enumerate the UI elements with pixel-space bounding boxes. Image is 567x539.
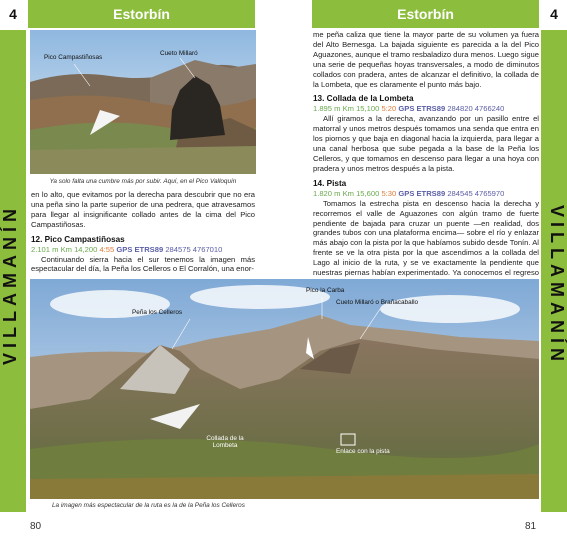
right-page-number: 81 xyxy=(525,521,537,532)
section-13-time: 5:20 xyxy=(381,104,397,114)
left-intro-paragraph: en lo alto, que evitamos por la derecha para descubrir que no era una peña sino la parte superior de una pedrera, que atravesamos para llegar al insignificante collado antes de la cima del Pico Campastiñosas. xyxy=(31,190,255,229)
top-photo-label-cueto-millaro: Cueto Millaró xyxy=(160,50,198,57)
section-14-km: Km 15,600 xyxy=(342,188,380,198)
section-12-km: Km 14,200 xyxy=(60,244,98,254)
panorama-label-cueto-millaro: Cueto Millaró o Brañacaballo xyxy=(336,299,419,306)
right-header-title: Estorbín xyxy=(397,6,454,22)
section-13-meta xyxy=(313,104,539,114)
section-12-time: 4:55 xyxy=(99,244,115,254)
right-chapter-number: 4 xyxy=(550,6,558,22)
section-14-paragraph: Tomamos la estrecha pista en descenso hacia la derecha y recorremos el valle de Aguazones con algún tramo de fuerte pendiente de bajada para cruzar un puente —en realidad, dos grandes tubos con una plataforma encima— sobre el río y enlazar más abajo con la pista por la que habíamos subido desde Tonín. Al frente se ve la otra pista por la que ascendimos a la collada del Lago al inicio de la ruta, y se ve exactamente la pendiente que nuestras piernas habían experimentado. Ya conocemos el regreso xyxy=(313,198,539,278)
top-photo-caption: Ya solo falta una cumbre más por subir. Aquí, en el Pico Valloquín xyxy=(49,178,237,185)
panorama-image xyxy=(30,279,539,499)
left-header-title: Estorbín xyxy=(113,6,170,22)
top-photo-image xyxy=(30,30,256,174)
top-photo-label-campastinosas: Pico Campastiñosas xyxy=(44,54,103,61)
right-side-label: VILLAMANÍN xyxy=(547,204,567,366)
section-13-paragraph: Allí giramos a la derecha, avanzando por un pasillo entre el matorral y unos metros después tomamos una senda que entra en los piornos y que baja en diagonal hacia la izquierda, para llegar a una canal herbosa que sube pegada a la base de la Peña los Celleros, y que tomamos en descenso para llegar a una hoya con pradera y unos metros después a la pista. xyxy=(313,114,539,173)
section-14-altitude: 1.820 m xyxy=(313,188,341,198)
section-13-heading: 13. Collada de la Lombeta xyxy=(313,94,414,104)
panorama-label-pena-celleros: Peña los Celleros xyxy=(132,309,183,316)
section-12-heading: 12. Pico Campastiñosas xyxy=(31,234,125,244)
panorama-label-pico-carba: Pico la Carba xyxy=(306,287,345,294)
top-photo xyxy=(30,30,256,174)
section-12-gps: GPS ETRS89 xyxy=(116,244,164,254)
right-side-bar xyxy=(541,30,567,512)
panorama-label-enlace-pista: Enlace con la pista xyxy=(336,448,390,455)
left-side-bar xyxy=(0,30,26,512)
section-13-km: Km 15,100 xyxy=(342,104,380,114)
section-12-paragraph: Continuando sierra hacia el sur tenemos la imagen más espectacular del día, la Peña los Celleros o El Corralón, una enor- xyxy=(31,254,255,274)
section-14-gps: GPS ETRS89 xyxy=(398,188,446,198)
panorama-label-collada-lombeta: Collada de la Lombeta xyxy=(206,435,244,449)
section-12-coords: 284575 4767010 xyxy=(165,244,223,254)
panorama-caption: La imagen más espectacular de la ruta es la de la Peña los Celleros xyxy=(52,502,245,509)
left-page-number: 80 xyxy=(30,521,42,532)
section-12-meta xyxy=(31,245,255,255)
section-13-altitude: 1.895 m xyxy=(313,104,341,114)
section-13-gps: GPS ETRS89 xyxy=(398,104,446,114)
right-text-column xyxy=(313,30,539,288)
right-intro-paragraph: me peña caliza que tiene la mayor parte de su volumen ya fuera del Alto Bernesga. La bajada siguiente es parecida a la del Pico Aguazones, aunque el tramo resbaladizo dura menos. Luego sigue una serie de pequeñas hoyas transversales, a modo de diminutos collados con pradera, antes de alcanzar el definitivo, la collada de la Lombeta, que es claramente el punto más bajo. xyxy=(313,30,539,89)
section-13-coords: 284820 4766240 xyxy=(447,104,505,114)
left-side-label: VILLAMANÍN xyxy=(0,204,20,366)
section-14-time: 5:30 xyxy=(381,188,397,198)
panorama-photo xyxy=(30,279,539,499)
left-chapter-number: 4 xyxy=(9,6,17,22)
left-text-column xyxy=(31,190,255,274)
section-12-altitude: 2.101 m xyxy=(31,244,59,254)
section-14-coords: 284545 4765970 xyxy=(447,188,505,198)
section-14-meta xyxy=(313,189,539,199)
section-14-heading: 14. Pista xyxy=(313,178,347,188)
